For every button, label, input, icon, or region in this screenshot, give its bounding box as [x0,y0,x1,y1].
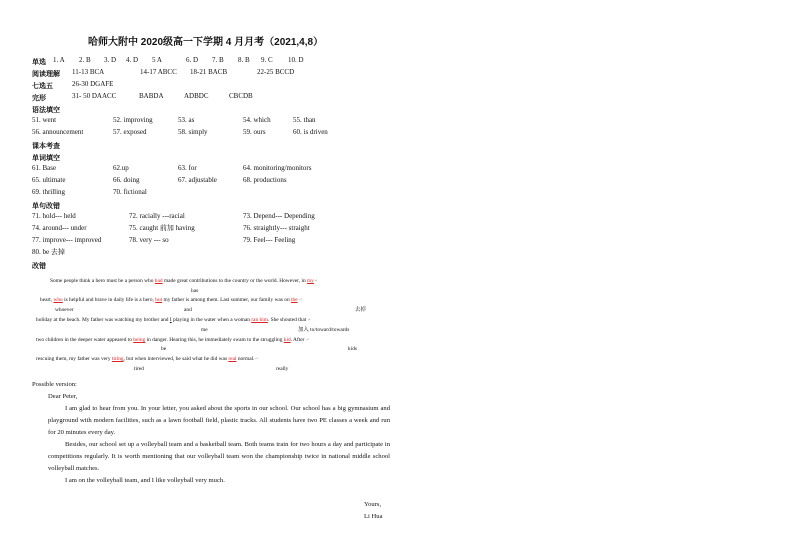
answer-item: 4. D [126,56,139,64]
answer-item: 69. thrilling [32,188,66,196]
answer-item: 22-25 BCCD [257,68,295,76]
answer-item: 66. doing [113,176,140,184]
correction-note: and [184,307,192,313]
answer-item: 8. B [238,56,250,64]
correction-note: 去掉 [355,307,366,313]
letter-paragraph-3: I am on the volleyball team, and I like volleyball very much. [65,477,225,484]
answer-item: 2. B [79,56,91,64]
correction-line-5: rescuing them, my father was very tiring, but when interviewed, he said what he did was real normal.↵ [36,356,258,362]
correction-note: has [191,288,199,294]
answer-item: 54. which [243,116,271,124]
answer-item: 75. caught 前加 having [129,224,195,232]
possible-version-label: Possible version: [32,381,77,388]
answer-item: 51. went [32,116,57,124]
correction-note: be [161,346,167,352]
letter-greeting: Dear Peter, [48,393,78,400]
correction-note: me [201,327,208,333]
seven-five-label: 七选五 [32,82,53,90]
correction-line-3: holiday at the beach. My father was watching my brother and I playing in the water when a woman ran him. She shouted that ↵ [36,317,311,323]
answer-item: 72. racially ---racial [129,212,185,220]
answer-item: 77. improve--- improved [32,236,102,244]
answer-item: 74. around--- under [32,224,87,232]
correction-line-1: Some people think a hero must be a person who had made great contributions to the country or the world. However, in my↵ [50,278,318,284]
answer-item: 5 A [152,56,162,64]
answer-item: 10. D [288,56,304,64]
correction-line-4: two children in the deeper water appeared to being in danger. Hearing this, he immediately swam to the struggling kid. After ↵ [36,337,309,343]
answer-item: 67. adjustable [178,176,217,184]
answer-item: 65. ultimate [32,176,66,184]
letter-signature: Li Hua [364,513,383,520]
answer-item: CBCDB [229,92,253,100]
textbook-label: 课本考查 [32,142,60,150]
grammar-label: 语法填空 [32,106,60,114]
answer-item: 55. than [293,116,316,124]
answer-item: BABDA [139,92,164,100]
page-title: 哈师大附中 2020级高一下学期 4 月月考（2021,4,8） [88,37,324,48]
word-fill-label: 单词填空 [32,154,60,162]
answer-item: 11-13 BCA [72,68,105,76]
correction-label: 改错 [32,262,46,270]
answer-item: 3. D [104,56,117,64]
answer-item: 52. improving [113,116,153,124]
answer-item: 63. for [178,164,197,172]
answer-item: 26-30 DGAFE [72,80,114,88]
answer-item: 64. monitoring/monitors [243,164,312,172]
answer-item: 71. hold--- held [32,212,76,220]
answer-item: 73. Depend--- Depending [243,212,315,220]
answer-item: 56. announcement [32,128,84,136]
answer-item: 60. is driven [293,128,328,136]
answer-item: 1. A [53,56,65,64]
answer-item: 18-21 BACB [190,68,228,76]
answer-item: 14-17 ABCC [140,68,177,76]
answer-item: 62.up [113,164,129,172]
letter-paragraph-1: I am glad to hear from you. In your letter, you asked about the sports in our school. Our school has a big gymnasium and playground with modern facilities, such as a lawn football field, plastic tracks. All students have two PE classes a week and run for 20 minutes every day. [48,405,390,436]
answer-item: 78. very --- so [129,236,169,244]
correction-note: really [276,366,289,372]
sentence-fix-label: 单句改错 [32,202,60,210]
answer-item: 31- 50 DAACC [72,92,117,100]
single-choice-label: 单选 [32,58,46,66]
answer-item: 53. as [178,116,195,124]
correction-note: 加入 to/toward/towards [298,327,350,333]
reading-label: 阅读理解 [32,70,60,78]
answer-item: 9. C [261,56,273,64]
answer-item: 57. exposed [113,128,147,136]
answer-item: 6. D [186,56,199,64]
letter-closing: Yours, [364,501,382,508]
correction-note: whoever [55,307,74,313]
correction-note: kids [348,346,357,352]
answer-item: 76. straightly--- straight [243,224,310,232]
answer-item: 7. B [212,56,224,64]
answer-item: 79. Feel--- Feeling [243,236,296,244]
cloze-label: 完形 [32,94,46,102]
answer-item: 80. be 去掉 [32,248,65,256]
correction-note: tired [134,366,144,372]
answer-item: 68. productions [243,176,287,184]
answer-item: 70. fictional [113,188,147,196]
correction-line-2: heart, who is helpful and brave in daily life is a hero, but my father is among them. Last summer, our family was on the ↵ [40,297,302,303]
letter-paragraph-2: Besides, our school set up a volleyball team and a basketball team. Both teams train for two hours a day and participate in competitions regularly. It is worth mentioning that our volleyball team won the championship twice in national middle school volleyball matches. [48,441,390,472]
answer-item: 61. Base [32,164,57,172]
answer-item: ADBDC [184,92,209,100]
answer-item: 59. ours [243,128,266,136]
answer-item: 58. simply [178,128,208,136]
